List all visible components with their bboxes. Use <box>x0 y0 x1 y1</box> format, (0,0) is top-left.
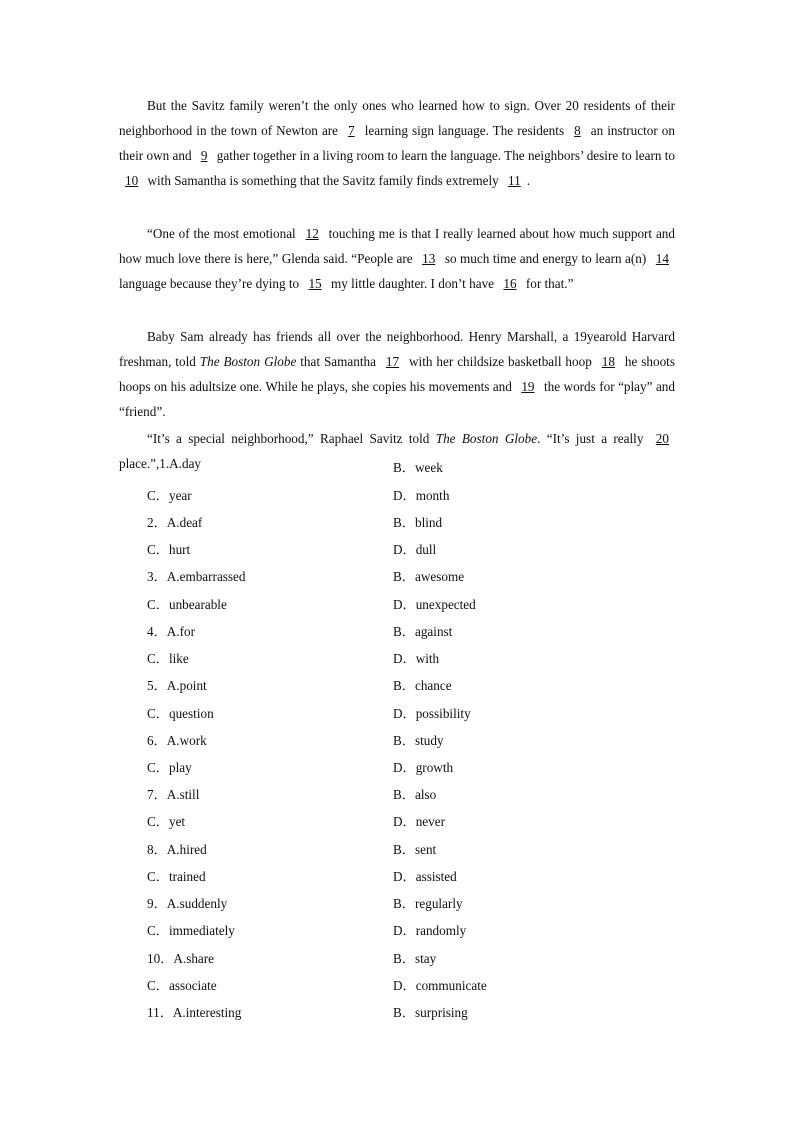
option-a: C．play <box>147 760 192 775</box>
option-row <box>0 675 794 695</box>
option-row <box>0 839 794 859</box>
option-b: B．sent <box>393 842 437 857</box>
option-a: C．associate <box>147 978 217 993</box>
option-b: B．study <box>393 733 444 748</box>
blank-16: 16 <box>503 276 517 291</box>
option-a: C．like <box>147 651 189 666</box>
option-b: D．communicate <box>393 978 487 993</box>
option-row <box>0 512 794 532</box>
option-a: C．immediately <box>147 923 235 938</box>
blank-7: 7 <box>348 123 355 138</box>
text: with her childsize basketball hoop <box>405 354 596 369</box>
option-a: C．unbearable <box>147 597 227 612</box>
option-b: D．assisted <box>393 869 457 884</box>
option-b: B．chance <box>393 678 452 693</box>
option-row <box>0 539 794 559</box>
paragraph-2 <box>119 221 675 296</box>
option-row <box>0 920 794 940</box>
text: place.”,1.A.day <box>119 456 202 471</box>
text: that Samantha <box>296 354 380 369</box>
text: for that.” <box>522 276 574 291</box>
text: Baby Sam already has friends all over the neighborhood. Henry Marshall, a 19yearold Harvard freshman, told <box>119 329 675 369</box>
option-b: D．with <box>393 651 440 666</box>
option-row <box>0 975 794 995</box>
option-b: B．also <box>393 787 437 802</box>
option-b: B．week <box>393 460 443 475</box>
option-row <box>0 893 794 913</box>
option-row <box>0 811 794 831</box>
option-row <box>0 703 794 723</box>
option-b: B．awesome <box>393 569 465 584</box>
blank-18: 18 <box>601 354 615 369</box>
text: so much time and energy to learn a(n) <box>441 251 650 266</box>
option-a: 6．A.work <box>147 733 207 748</box>
option-row <box>0 648 794 668</box>
text: “It’s a special neighborhood,” Raphael Savitz told <box>147 431 436 446</box>
text: my little daughter. I don’t have <box>327 276 498 291</box>
option-b: D．growth <box>393 760 454 775</box>
text: an instructor on their own and <box>119 123 675 163</box>
text: “One of the most emotional <box>147 226 300 241</box>
text: . “It’s just a really <box>537 431 650 446</box>
paragraph-3 <box>119 324 675 424</box>
option-row <box>0 948 794 968</box>
option-row <box>0 566 794 586</box>
blank-10: 10 <box>125 173 139 188</box>
option-b: D．possibility <box>393 706 471 721</box>
option-row <box>0 621 794 641</box>
text: the words for “play” and “friend”. <box>119 379 675 419</box>
blank-9: 9 <box>200 148 208 163</box>
option-a: 4．A.for <box>147 624 195 639</box>
option-b: D．month <box>393 488 450 503</box>
newspaper-title: The Boston Globe <box>435 431 538 446</box>
text: But the Savitz family weren’t the only ones who learned how to sign. Over 20 residents of their neighborhood in the town of Newton are <box>119 98 675 138</box>
option-a: 11．A.interesting <box>147 1005 242 1020</box>
option-b: D．never <box>393 814 445 829</box>
text: . <box>526 173 531 188</box>
text: learning sign language. The residents <box>360 123 569 138</box>
option-b: B．blind <box>393 515 443 530</box>
blank-15: 15 <box>308 276 322 291</box>
option-b: D．dull <box>393 542 437 557</box>
option-b: D．unexpected <box>393 597 476 612</box>
blank-14: 14 <box>655 251 669 266</box>
blank-8: 8 <box>574 123 581 138</box>
option-row <box>0 485 794 505</box>
text: with Samantha is something that the Savitz family finds extremely <box>144 173 503 188</box>
blank-20: 20 <box>655 431 669 446</box>
text: touching me is that I really learned about how much support and how much love there is here,” Glenda said. “People are <box>119 226 675 266</box>
blank-17: 17 <box>385 354 400 369</box>
text: language because they’re dying to <box>119 276 303 291</box>
paragraph-1 <box>119 93 675 193</box>
option-a: 7．A.still <box>147 787 200 802</box>
option-b: B．regularly <box>393 896 463 911</box>
option-a: 2．A.deaf <box>147 515 203 530</box>
option-row <box>0 784 794 804</box>
blank-13: 13 <box>422 251 436 266</box>
blank-19: 19 <box>521 379 535 394</box>
newspaper-title: The Boston Globe <box>199 354 297 369</box>
option-b: B．stay <box>393 951 437 966</box>
option-b: D．randomly <box>393 923 467 938</box>
option-a: C．year <box>147 488 192 503</box>
option-row <box>0 594 794 614</box>
text: he shoots hoops on his adultsize one. While he plays, she copies his movements and <box>119 354 675 394</box>
option-a: C．yet <box>147 814 186 829</box>
option-a: 3．A.embarrassed <box>147 569 246 584</box>
option-b: B．against <box>393 624 453 639</box>
option-a: 5．A.point <box>147 678 207 693</box>
option-a: 9．A.suddenly <box>147 896 228 911</box>
option-row <box>0 1002 794 1022</box>
blank-11: 11 <box>508 173 521 188</box>
option-row <box>0 866 794 886</box>
blank-12: 12 <box>305 226 319 241</box>
option-row <box>0 457 794 477</box>
option-a: C．trained <box>147 869 206 884</box>
option-a: C．question <box>147 706 214 721</box>
option-a: 8．A.hired <box>147 842 207 857</box>
option-a: 10．A.share <box>147 951 215 966</box>
text: gather together in a living room to learn the language. The neighbors’ desire to learn to <box>213 148 675 163</box>
option-row <box>0 757 794 777</box>
option-row <box>0 730 794 750</box>
option-a: C．hurt <box>147 542 191 557</box>
option-b: B．surprising <box>393 1005 468 1020</box>
